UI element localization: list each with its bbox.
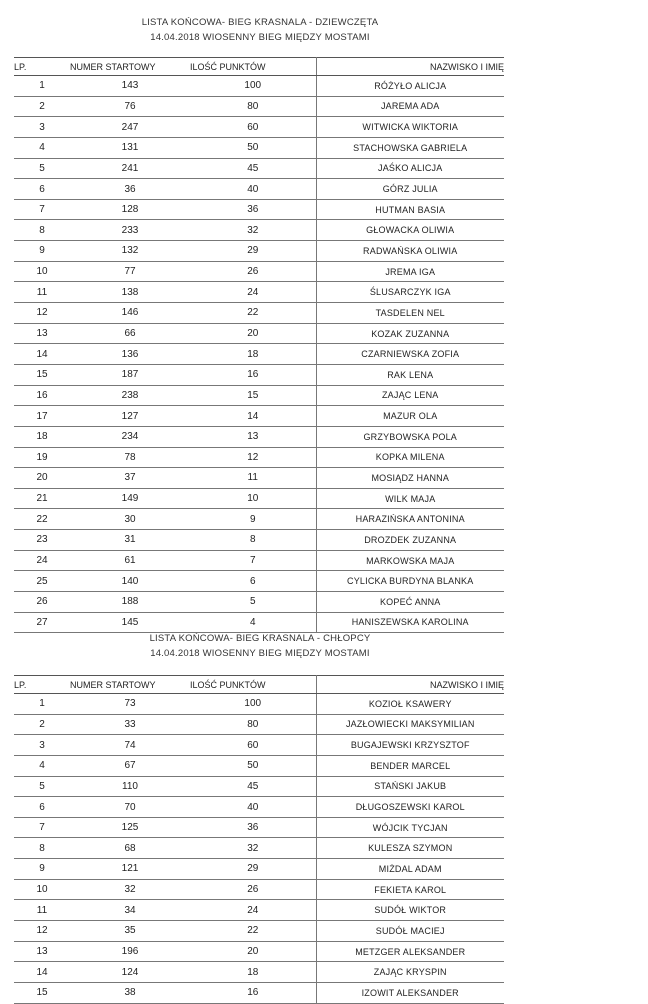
lp-cell: 10	[14, 261, 70, 282]
points-cell: 40	[190, 179, 316, 200]
start-number-cell: 188	[70, 592, 190, 613]
table-row	[14, 921, 504, 942]
lp-cell: 20	[14, 468, 70, 489]
table-row	[14, 220, 504, 241]
start-number-cell: 33	[70, 714, 190, 735]
start-number-cell: 77	[70, 261, 190, 282]
name-cell: RADWAŃSKA OLIWIA	[316, 241, 504, 262]
lp-cell: 12	[14, 921, 70, 942]
name-cell: GRZYBOWSKA POLA	[316, 426, 504, 447]
lp-cell: 17	[14, 406, 70, 427]
points-cell: 15	[190, 385, 316, 406]
lp-cell: 4	[14, 137, 70, 158]
points-cell: 18	[190, 962, 316, 983]
points-cell: 100	[190, 76, 316, 97]
start-number-cell: 145	[70, 612, 190, 633]
start-number-cell: 127	[70, 406, 190, 427]
start-number-cell: 38	[70, 982, 190, 1003]
boys-title	[0, 631, 520, 661]
points-cell: 40	[190, 797, 316, 818]
header-points: ILOŚĆ PUNKTÓW	[190, 58, 316, 76]
points-cell: 20	[190, 323, 316, 344]
name-cell: DROZDEK ZUZANNA	[316, 530, 504, 551]
points-cell: 8	[190, 530, 316, 551]
lp-cell: 22	[14, 509, 70, 530]
name-cell: MOSIĄDZ HANNA	[316, 468, 504, 489]
name-cell: ZAJĄC LENA	[316, 385, 504, 406]
lp-cell: 5	[14, 776, 70, 797]
start-number-cell: 121	[70, 859, 190, 880]
boys-results-table	[14, 675, 504, 1004]
start-number-cell: 124	[70, 962, 190, 983]
start-number-cell: 196	[70, 941, 190, 962]
start-number-cell: 247	[70, 117, 190, 138]
name-cell: ZAJĄC KRYSPIN	[316, 962, 504, 983]
table-row	[14, 735, 504, 756]
table-row	[14, 941, 504, 962]
name-cell: GŁOWACKA OLIWIA	[316, 220, 504, 241]
name-cell: JREMA IGA	[316, 261, 504, 282]
start-number-cell: 78	[70, 447, 190, 468]
name-cell: KOZAK ZUZANNA	[316, 323, 504, 344]
name-cell: RAK LENA	[316, 364, 504, 385]
lp-cell: 2	[14, 96, 70, 117]
start-number-cell: 138	[70, 282, 190, 303]
name-cell: STACHOWSKA GABRIELA	[316, 137, 504, 158]
points-cell: 22	[190, 921, 316, 942]
name-cell: MAZUR OLA	[316, 406, 504, 427]
start-number-cell: 125	[70, 817, 190, 838]
start-number-cell: 146	[70, 303, 190, 324]
table-row	[14, 406, 504, 427]
lp-cell: 8	[14, 838, 70, 859]
boys-title-line2: 14.04.2018 WIOSENNY BIEG MIĘDZY MOSTAMI	[150, 648, 370, 659]
lp-cell: 2	[14, 714, 70, 735]
name-cell: SUDÓŁ MACIEJ	[316, 921, 504, 942]
start-number-cell: 32	[70, 879, 190, 900]
lp-cell: 1	[14, 76, 70, 97]
header-name: NAZWISKO I IMIĘ	[316, 58, 504, 76]
name-cell: WÓJCIK TYCJAN	[316, 817, 504, 838]
name-cell: BUGAJEWSKI KRZYSZTOF	[316, 735, 504, 756]
points-cell: 24	[190, 282, 316, 303]
lp-cell: 14	[14, 344, 70, 365]
header-number: NUMER STARTOWY	[70, 58, 190, 76]
name-cell: MIŻDAL ADAM	[316, 859, 504, 880]
table-row	[14, 426, 504, 447]
name-cell: KOPEĆ ANNA	[316, 592, 504, 613]
table-row	[14, 158, 504, 179]
name-cell: HANISZEWSKA KAROLINA	[316, 612, 504, 633]
points-cell: 10	[190, 488, 316, 509]
name-cell: SUDÓŁ WIKTOR	[316, 900, 504, 921]
name-cell: IZOWIT ALEKSANDER	[316, 982, 504, 1003]
table-row	[14, 323, 504, 344]
start-number-cell: 70	[70, 797, 190, 818]
start-number-cell: 234	[70, 426, 190, 447]
lp-cell: 11	[14, 900, 70, 921]
name-cell: CYLICKA BURDYNA BLANKA	[316, 571, 504, 592]
lp-cell: 5	[14, 158, 70, 179]
points-cell: 100	[190, 694, 316, 715]
table-row	[14, 694, 504, 715]
name-cell: GÓRZ JULIA	[316, 179, 504, 200]
table-row	[14, 755, 504, 776]
lp-cell: 27	[14, 612, 70, 633]
points-cell: 11	[190, 468, 316, 489]
points-cell: 36	[190, 817, 316, 838]
name-cell: KOZIOŁ KSAWERY	[316, 694, 504, 715]
lp-cell: 18	[14, 426, 70, 447]
lp-cell: 4	[14, 755, 70, 776]
start-number-cell: 110	[70, 776, 190, 797]
start-number-cell: 136	[70, 344, 190, 365]
table-row	[14, 592, 504, 613]
table-row	[14, 982, 504, 1003]
header-points: ILOŚĆ PUNKTÓW	[190, 676, 316, 694]
lp-cell: 16	[14, 385, 70, 406]
start-number-cell: 187	[70, 364, 190, 385]
lp-cell: 24	[14, 550, 70, 571]
points-cell: 29	[190, 859, 316, 880]
girls-table-body	[14, 76, 504, 633]
lp-cell: 9	[14, 241, 70, 262]
girls-title-line1: LISTA KOŃCOWA- BIEG KRASNALA - DZIEWCZĘTA	[141, 17, 379, 28]
start-number-cell: 238	[70, 385, 190, 406]
points-cell: 16	[190, 982, 316, 1003]
points-cell: 50	[190, 755, 316, 776]
name-cell: RÓŻYŁO ALICJA	[316, 76, 504, 97]
lp-cell: 14	[14, 962, 70, 983]
lp-cell: 11	[14, 282, 70, 303]
points-cell: 32	[190, 220, 316, 241]
table-header-row	[14, 58, 504, 76]
name-cell: JAZŁOWIECKI MAKSYMILIAN	[316, 714, 504, 735]
table-row	[14, 385, 504, 406]
points-cell: 22	[190, 303, 316, 324]
points-cell: 80	[190, 714, 316, 735]
table-row	[14, 509, 504, 530]
table-row	[14, 364, 504, 385]
points-cell: 32	[190, 838, 316, 859]
points-cell: 7	[190, 550, 316, 571]
lp-cell: 10	[14, 879, 70, 900]
name-cell: MARKOWSKA MAJA	[316, 550, 504, 571]
points-cell: 50	[190, 137, 316, 158]
name-cell: JAŚKO ALICJA	[316, 158, 504, 179]
table-row	[14, 879, 504, 900]
start-number-cell: 131	[70, 137, 190, 158]
table-row	[14, 571, 504, 592]
points-cell: 26	[190, 261, 316, 282]
name-cell: FEKIETA KAROL	[316, 879, 504, 900]
lp-cell: 9	[14, 859, 70, 880]
lp-cell: 15	[14, 364, 70, 385]
points-cell: 24	[190, 900, 316, 921]
name-cell: HUTMAN BASIA	[316, 199, 504, 220]
name-cell: KULESZA SZYMON	[316, 838, 504, 859]
start-number-cell: 128	[70, 199, 190, 220]
name-cell: DŁUGOSZEWSKI KAROL	[316, 797, 504, 818]
start-number-cell: 68	[70, 838, 190, 859]
start-number-cell: 132	[70, 241, 190, 262]
name-cell: WITWICKA WIKTORIA	[316, 117, 504, 138]
start-number-cell: 66	[70, 323, 190, 344]
start-number-cell: 36	[70, 179, 190, 200]
points-cell: 18	[190, 344, 316, 365]
lp-cell: 7	[14, 199, 70, 220]
table-row	[14, 447, 504, 468]
table-row	[14, 241, 504, 262]
start-number-cell: 143	[70, 76, 190, 97]
points-cell: 80	[190, 96, 316, 117]
header-lp: LP.	[14, 58, 70, 76]
start-number-cell: 67	[70, 755, 190, 776]
start-number-cell: 76	[70, 96, 190, 117]
start-number-cell: 74	[70, 735, 190, 756]
start-number-cell: 37	[70, 468, 190, 489]
points-cell: 45	[190, 776, 316, 797]
name-cell: WILK MAJA	[316, 488, 504, 509]
header-lp: LP.	[14, 676, 70, 694]
points-cell: 60	[190, 735, 316, 756]
lp-cell: 1	[14, 694, 70, 715]
header-number: NUMER STARTOWY	[70, 676, 190, 694]
lp-cell: 21	[14, 488, 70, 509]
girls-results-table	[14, 57, 504, 633]
name-cell: METZGER ALEKSANDER	[316, 941, 504, 962]
points-cell: 26	[190, 879, 316, 900]
table-row	[14, 199, 504, 220]
start-number-cell: 34	[70, 900, 190, 921]
lp-cell: 6	[14, 797, 70, 818]
boys-title-line1: LISTA KOŃCOWA- BIEG KRASNALA - CHŁOPCY	[149, 633, 371, 644]
name-cell: KOPKA MILENA	[316, 447, 504, 468]
table-row	[14, 900, 504, 921]
name-cell: BENDER MARCEL	[316, 755, 504, 776]
lp-cell: 3	[14, 117, 70, 138]
table-row	[14, 303, 504, 324]
table-row	[14, 137, 504, 158]
points-cell: 6	[190, 571, 316, 592]
lp-cell: 15	[14, 982, 70, 1003]
name-cell: TASDELEN NEL	[316, 303, 504, 324]
table-header-row	[14, 676, 504, 694]
lp-cell: 25	[14, 571, 70, 592]
name-cell: HARAZIŃSKA ANTONINA	[316, 509, 504, 530]
start-number-cell: 35	[70, 921, 190, 942]
lp-cell: 3	[14, 735, 70, 756]
name-cell: STAŃSKI JAKUB	[316, 776, 504, 797]
start-number-cell: 73	[70, 694, 190, 715]
name-cell: CZARNIEWSKA ZOFIA	[316, 344, 504, 365]
table-row	[14, 776, 504, 797]
table-row	[14, 530, 504, 551]
lp-cell: 8	[14, 220, 70, 241]
start-number-cell: 31	[70, 530, 190, 551]
table-row	[14, 817, 504, 838]
points-cell: 5	[190, 592, 316, 613]
start-number-cell: 149	[70, 488, 190, 509]
boys-table-body	[14, 694, 504, 1004]
table-row	[14, 468, 504, 489]
table-row	[14, 962, 504, 983]
table-row	[14, 344, 504, 365]
lp-cell: 12	[14, 303, 70, 324]
start-number-cell: 140	[70, 571, 190, 592]
table-row	[14, 76, 504, 97]
table-row	[14, 550, 504, 571]
points-cell: 45	[190, 158, 316, 179]
lp-cell: 6	[14, 179, 70, 200]
lp-cell: 23	[14, 530, 70, 551]
table-row	[14, 117, 504, 138]
points-cell: 13	[190, 426, 316, 447]
start-number-cell: 233	[70, 220, 190, 241]
points-cell: 20	[190, 941, 316, 962]
table-row	[14, 838, 504, 859]
header-name: NAZWISKO I IMIĘ	[316, 676, 504, 694]
points-cell: 9	[190, 509, 316, 530]
lp-cell: 13	[14, 941, 70, 962]
girls-title-line2: 14.04.2018 WIOSENNY BIEG MIĘDZY MOSTAMI	[150, 32, 370, 43]
points-cell: 36	[190, 199, 316, 220]
points-cell: 16	[190, 364, 316, 385]
name-cell: ŚLUSARCZYK IGA	[316, 282, 504, 303]
points-cell: 29	[190, 241, 316, 262]
table-row	[14, 714, 504, 735]
table-row	[14, 261, 504, 282]
lp-cell: 7	[14, 817, 70, 838]
lp-cell: 19	[14, 447, 70, 468]
table-row	[14, 488, 504, 509]
table-row	[14, 859, 504, 880]
table-row	[14, 96, 504, 117]
start-number-cell: 241	[70, 158, 190, 179]
table-row	[14, 797, 504, 818]
points-cell: 4	[190, 612, 316, 633]
points-cell: 12	[190, 447, 316, 468]
points-cell: 14	[190, 406, 316, 427]
start-number-cell: 61	[70, 550, 190, 571]
table-row	[14, 612, 504, 633]
lp-cell: 13	[14, 323, 70, 344]
start-number-cell: 30	[70, 509, 190, 530]
girls-title	[0, 15, 520, 45]
name-cell: JAREMA ADA	[316, 96, 504, 117]
points-cell: 60	[190, 117, 316, 138]
table-row	[14, 179, 504, 200]
table-row	[14, 282, 504, 303]
lp-cell: 26	[14, 592, 70, 613]
